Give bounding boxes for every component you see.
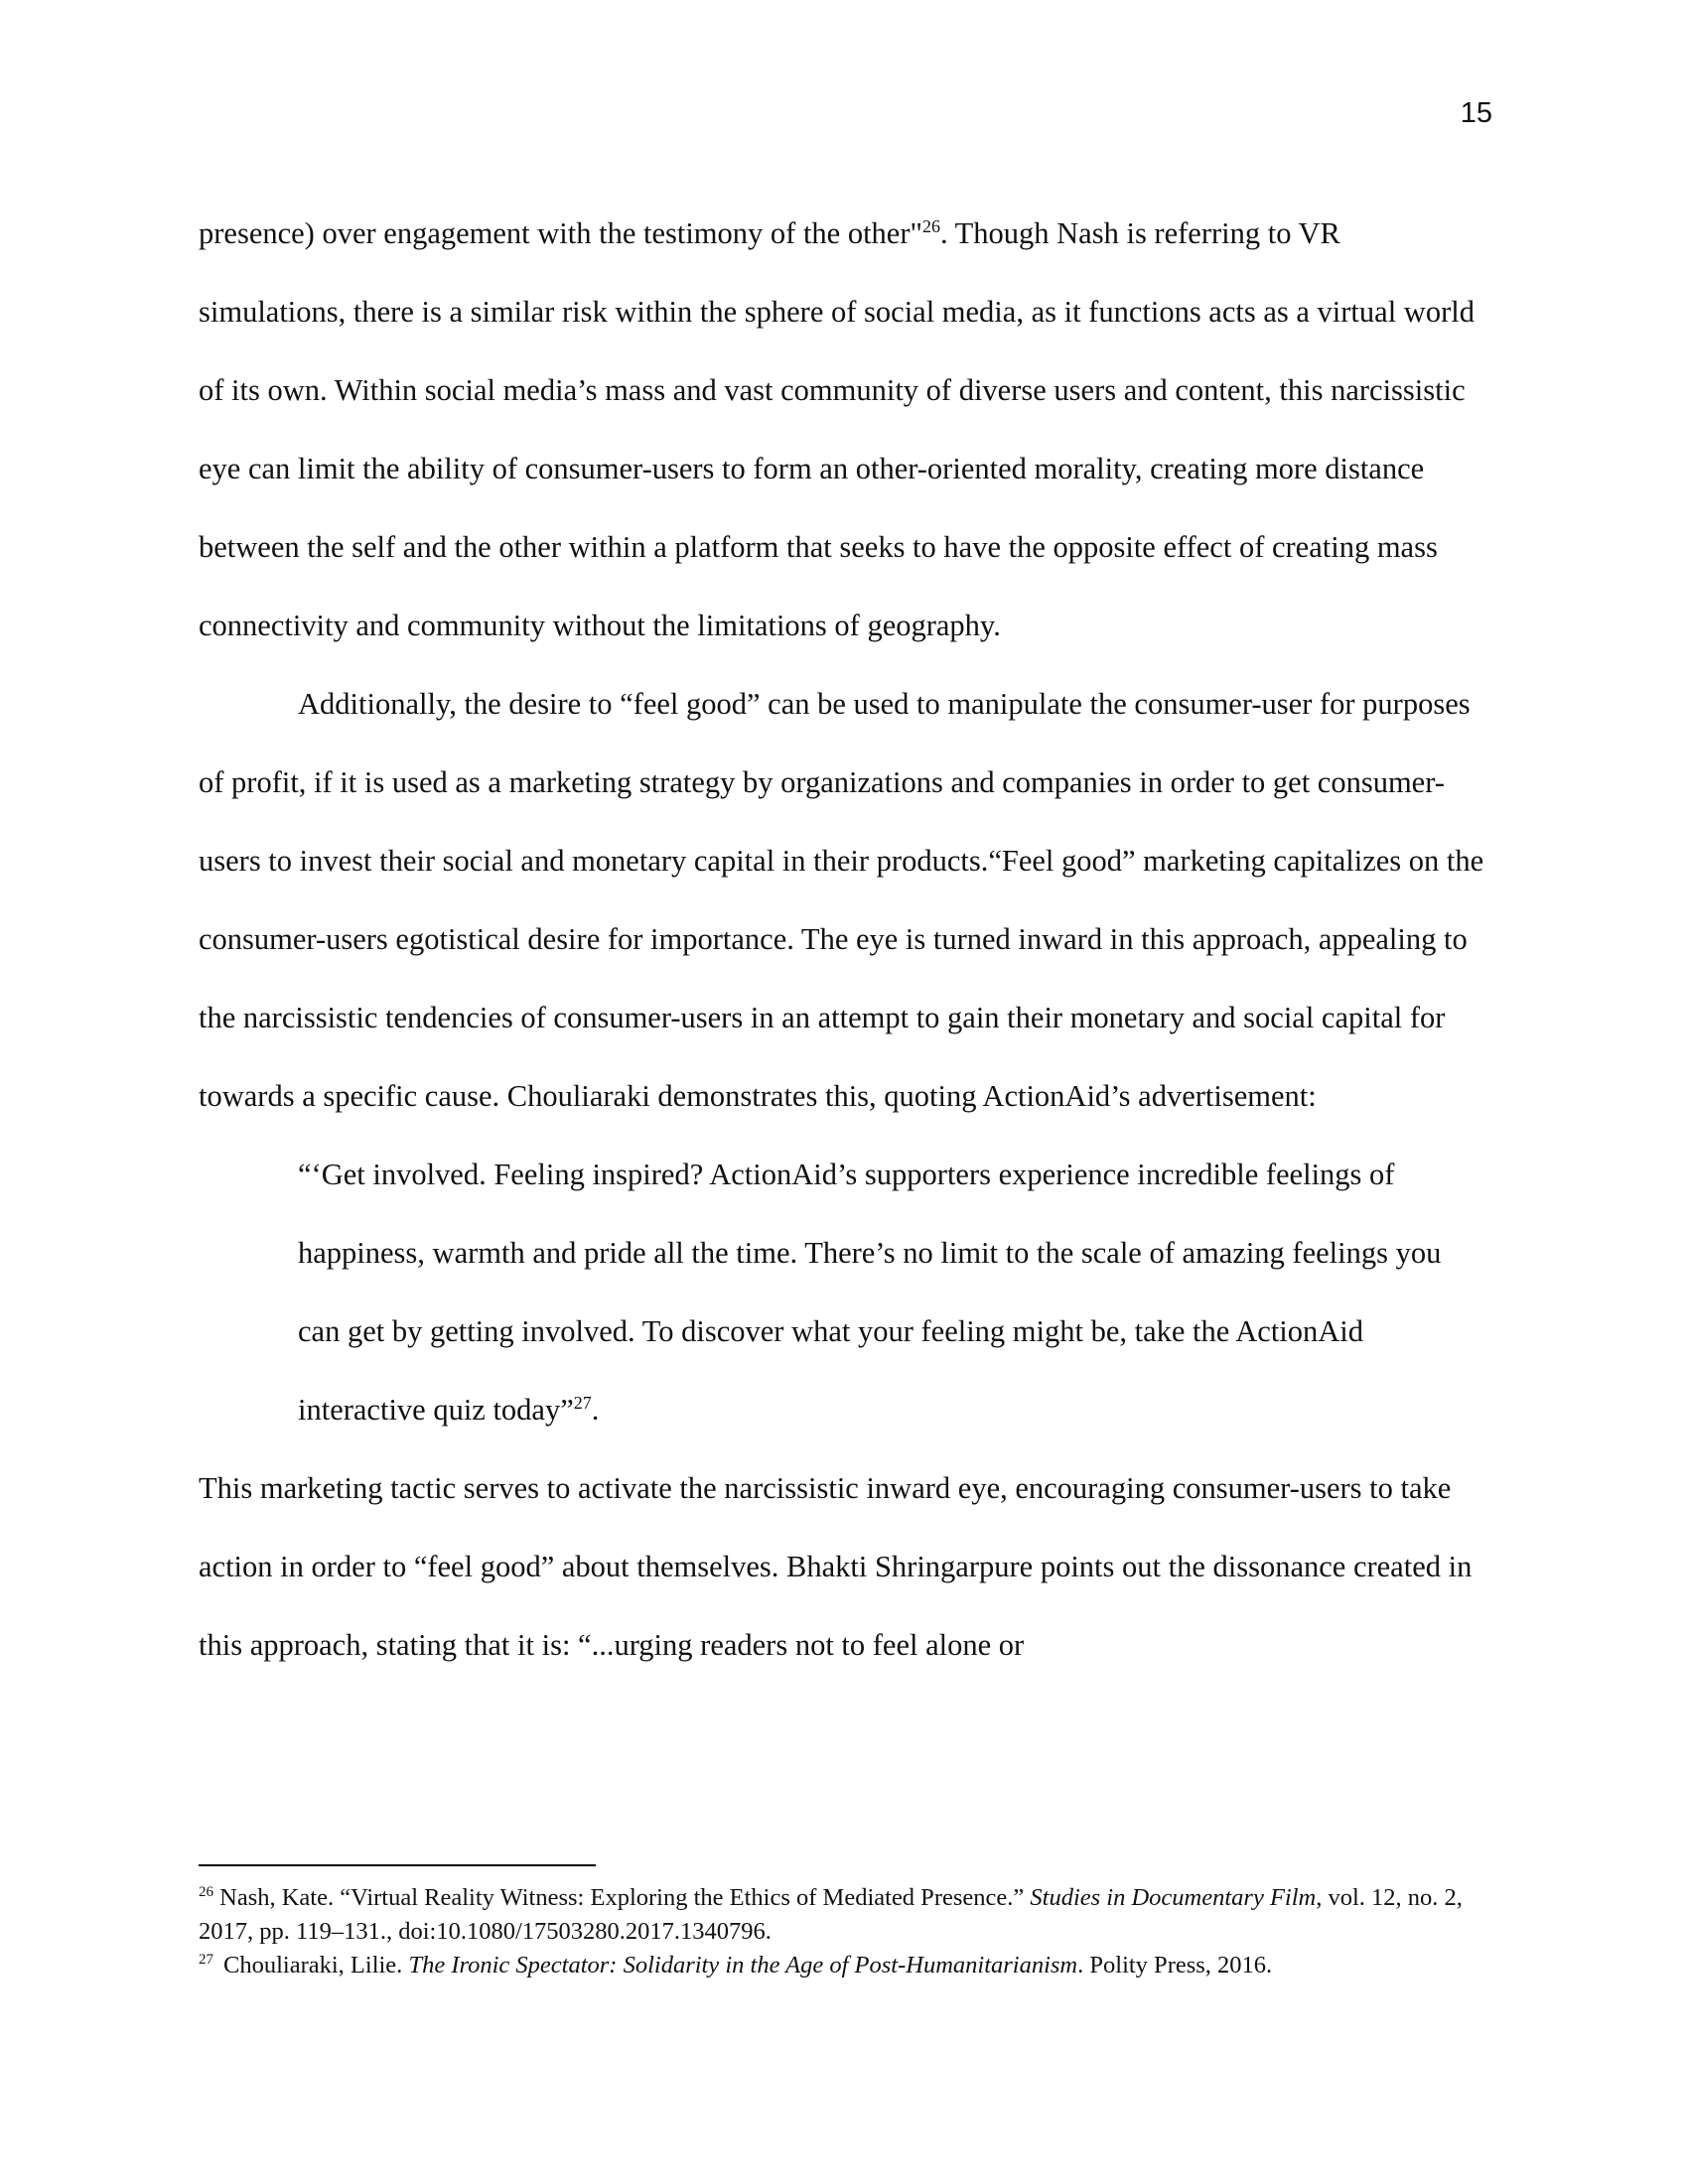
footnote-26 xyxy=(199,1881,1489,1949)
paragraph-1 xyxy=(199,195,1489,665)
footnotes xyxy=(199,1881,1489,1982)
journal-title: Studies in Documentary Film xyxy=(1030,1884,1317,1911)
block-quote xyxy=(298,1136,1489,1449)
text-run: presence) over engagement with the testimony of the other" xyxy=(199,216,922,250)
book-title: The Ironic Spectator: Solidarity in the Age of Post-Humanitarianism xyxy=(408,1952,1078,1979)
text-run: Nash, Kate. “Virtual Reality Witness: Exploring the Ethics of Mediated Presence.” xyxy=(219,1884,1031,1911)
footnote-marker: 26 xyxy=(199,1883,213,1900)
body-text xyxy=(199,195,1489,1685)
footnote-ref-26: 26 xyxy=(921,215,940,236)
text-run: Chouliaraki, Lilie. xyxy=(223,1952,409,1979)
footnote-27 xyxy=(199,1949,1489,1982)
text-run: . Though Nash is referring to VR simulations, there is a similar risk within the sphere of social media, as it functions acts as a virtual world of its own. Within social media’s mass and vast community of diverse users and content, this narcissistic eye can limit the ability of consumer-users to form an other-oriented morality, creating more distance between the self and the other within a platform that seeks to have the opposite effect of creating mass connectivity and community without the limitations of geography. xyxy=(199,216,1475,642)
footnote-separator xyxy=(199,1864,596,1866)
paragraph-3 xyxy=(199,1449,1489,1685)
text-run: Additionally, the desire to “feel good” can be used to manipulate the consumer-user for purposes of profit, if it is used as a marketing strategy by organizations and companies in order to get consumer-users to invest their social and monetary capital in their products.“Feel good” marketing capitalizes on the consumer-users egotistical desire for importance. The eye is turned inward in this approach, appealing to the narcissistic tendencies of consumer-users in an attempt to gain their monetary and social capital for towards a specific cause. Chouliaraki demonstrates this, quoting ActionAid’s advertisement: xyxy=(199,687,1484,1113)
text-run: This marketing tactic serves to activate the narcissistic inward eye, encouraging consumer-users to take action in order to “feel good” about themselves. Bhakti Shringarpure points out the dissonance created in this approach, stating that it is: “...urging readers not to feel alone or xyxy=(199,1471,1473,1662)
text-run: . Polity Press, 2016. xyxy=(1077,1952,1273,1979)
text-run: . xyxy=(591,1393,600,1427)
text-run: “‘Get involved. Feeling inspired? ActionAid’s supporters experience incredible feelings of happiness, warmth and pride all the time. There’s no limit to the scale of amazing feelings you can get by getting involved. To discover what your feeling might be, take the ActionAid interactive quiz today” xyxy=(298,1158,1442,1427)
paragraph-2 xyxy=(199,665,1489,1136)
text-run: , vol. 12, no. 2, 2017, pp. 119–131., doi:10.1080/17503280.2017.1340796. xyxy=(199,1884,1463,1945)
footnote-marker: 27 xyxy=(199,1951,213,1968)
footnote-ref-27: 27 xyxy=(573,1392,592,1413)
page-number: 15 xyxy=(1460,97,1492,129)
